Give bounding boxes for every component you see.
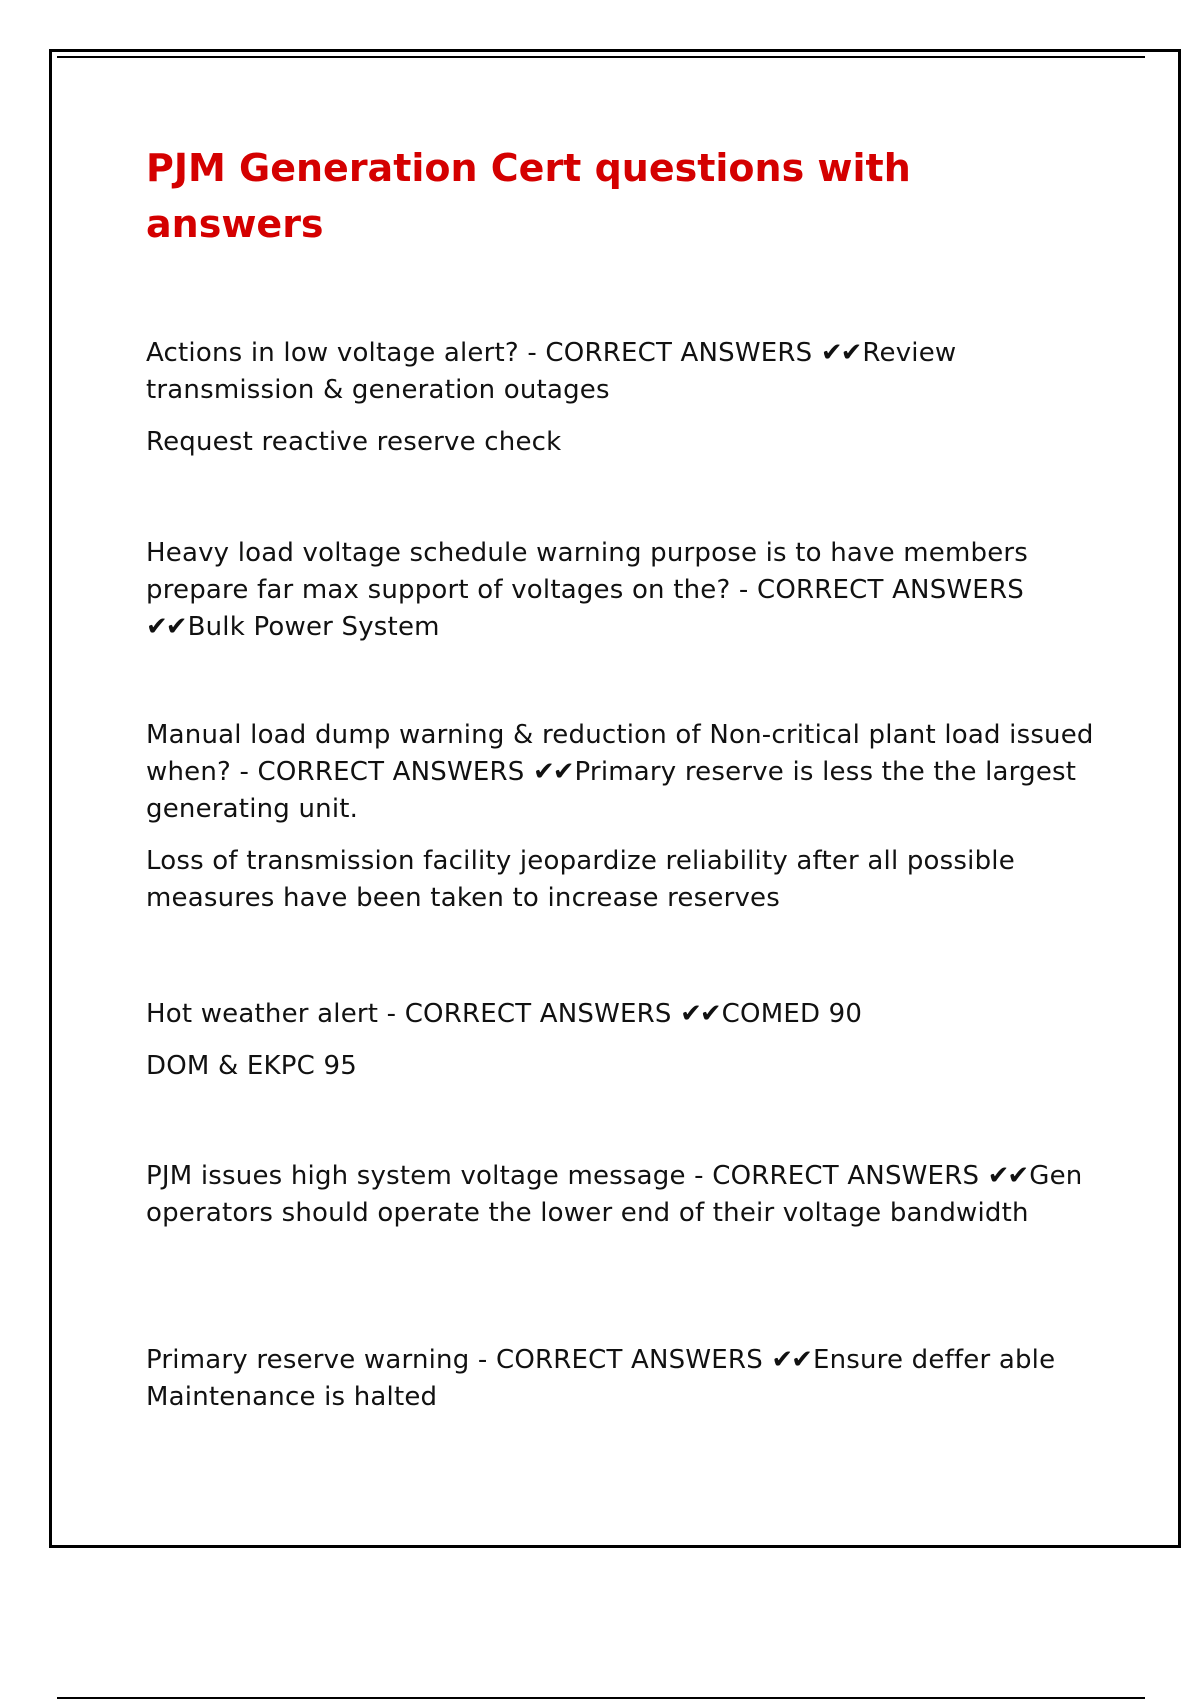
question-text: Manual load dump warning & reduction of Non-critical plant load issued when? - (146, 720, 1094, 787)
answer-marker: CORRECT ANSWERS (257, 757, 525, 787)
qa-question-4 (146, 996, 1096, 1033)
double-check-icon: ✔✔ (987, 1161, 1028, 1191)
question-text: Primary reserve warning - (146, 1345, 496, 1375)
qa-extra-3: Loss of transmission facility jeopardize reliability after all possible measures have been taken to increase reserves (146, 846, 1015, 913)
double-check-icon: ✔✔ (532, 757, 573, 787)
qa-question-2 (146, 535, 1096, 646)
answer-text: Gen operators should operate the lower end of their voltage bandwidth (146, 1161, 1083, 1228)
answer-marker: CORRECT ANSWERS (545, 338, 813, 368)
double-check-icon: ✔✔ (680, 999, 720, 1029)
qa-item-1 (146, 335, 1096, 461)
double-check-icon: ✔✔ (820, 338, 861, 368)
answer-marker: CORRECT ANSWERS (712, 1161, 980, 1191)
answer-text: Review transmission & generation outages (146, 338, 957, 405)
qa-item-2 (146, 535, 1096, 646)
qa-item-5 (146, 1158, 1096, 1232)
answer-text: Primary reserve is less the the largest generating unit. (146, 757, 1077, 824)
answer-text: Ensure deffer able Maintenance is halted (146, 1345, 1056, 1412)
qa-item-6 (146, 1342, 1096, 1416)
question-text: Heavy load voltage schedule warning purpose is to have members prepare far max support of voltages on the? - (146, 538, 1029, 605)
answer-text: COMED 90 (721, 999, 863, 1029)
double-check-icon: ✔✔ (771, 1345, 811, 1375)
question-text: Actions in low voltage alert? - (146, 338, 546, 368)
question-text: PJM issues high system voltage message - (146, 1161, 713, 1191)
answer-text: Bulk Power System (187, 612, 440, 642)
qa-extra-4: DOM & EKPC 95 (146, 1051, 357, 1081)
qa-question-1 (146, 335, 1096, 409)
answer-marker: CORRECT ANSWERS (756, 575, 1024, 605)
qa-item-3 (146, 717, 1096, 917)
qa-extra-1: Request reactive reserve check (146, 427, 562, 457)
answer-marker: CORRECT ANSWERS (404, 999, 672, 1029)
bottom-rule (57, 1697, 1145, 1699)
question-text: Hot weather alert - (146, 999, 405, 1029)
answer-marker: CORRECT ANSWERS (495, 1345, 763, 1375)
double-check-icon: ✔✔ (146, 612, 186, 642)
qa-item-4 (146, 996, 1096, 1085)
qa-question-6 (146, 1342, 1096, 1416)
qa-question-3 (146, 717, 1096, 828)
qa-question-5 (146, 1158, 1096, 1232)
document-title: PJM Generation Cert questions with answers (146, 146, 911, 246)
